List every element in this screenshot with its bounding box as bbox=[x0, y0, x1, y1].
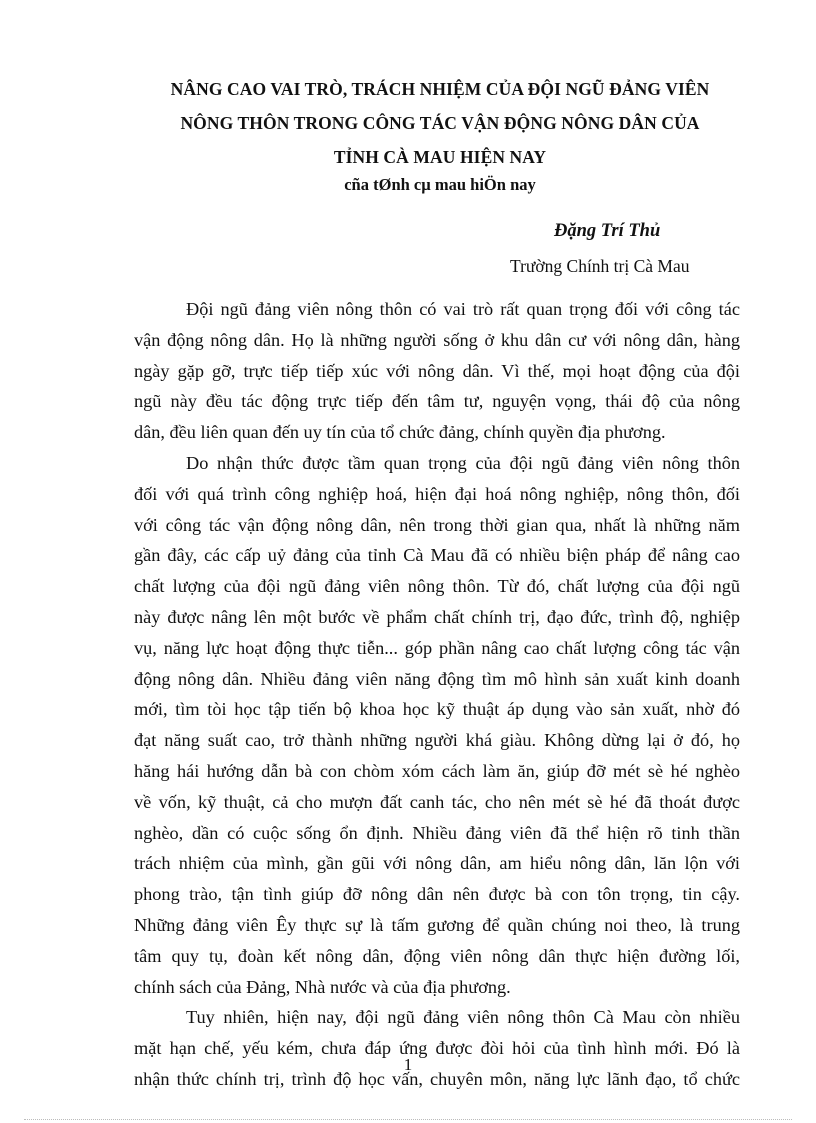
body-line: phong trào, tận tình giúp đỡ nông dân nên được bà con tôn trọng, tin cậy. bbox=[134, 884, 740, 905]
document-subtitle: cña tØnh cµ mau hiÖn nay bbox=[344, 175, 536, 194]
title-line-3: TỈNH CÀ MAU HIỆN NAY bbox=[333, 147, 547, 167]
body-line: mặt hạn chế, yếu kém, chưa đáp ứng được đòi hỏi của tình hình mới. Đó là bbox=[134, 1038, 740, 1059]
page-number: 1 bbox=[403, 1055, 413, 1074]
body-line: về vốn, kỹ thuật, cả cho mượn đất canh tác, cho nên mét sè hé đã thoát được bbox=[134, 791, 740, 812]
body-line: đối với quá trình công nghiệp hoá, hiện đại hoá nông nghiệp, nông thôn, đối bbox=[134, 483, 740, 504]
body-line: vận động nông dân. Họ là những người sống ở khu dân cư với nông dân, hàng bbox=[134, 329, 740, 350]
body-line: tâm quy tụ, đoàn kết nông dân, động viên nông dân thực hiện đường lối, bbox=[134, 945, 740, 966]
author-affiliation: Trường Chính trị Cà Mau bbox=[510, 256, 690, 276]
body-line: động nông dân. Nhiều đảng viên năng động tìm mô hình sản xuất kinh doanh bbox=[134, 668, 740, 689]
body-line: ngũ này đều tác động trực tiếp đến tâm tư, nguyện vọng, thái độ của nông bbox=[134, 391, 740, 412]
body-line: Những đảng viên Êy thực sự là tấm gương để quần chúng noi theo, là trung bbox=[134, 914, 740, 935]
body-line: hăng hái hướng dẫn bà con chòm xóm cách làm ăn, giúp đỡ mét sè hé nghèo bbox=[134, 760, 740, 781]
body-line: mới, tìm tòi học tập tiến bộ khoa học kỹ thuật áp dụng vào sản xuất, nhờ đó bbox=[134, 699, 740, 720]
author-name: Đặng Trí Thủ bbox=[554, 221, 661, 241]
body-line: nghèo, dần có cuộc sống ổn định. Nhiều đảng viên đã thể hiện rõ tinh thần bbox=[134, 822, 740, 843]
document-title bbox=[100, 72, 780, 174]
body-line: vụ, năng lực hoạt động thực tiễn... góp phần nâng cao chất lượng công tác vận bbox=[134, 637, 740, 658]
body-line: với công tác vận động nông dân, nên trong thời gian qua, nhất là những năm bbox=[134, 514, 740, 535]
title-line-2: NÔNG THÔN TRONG CÔNG TÁC VẬN ĐỘNG NÔNG DÂN CỦA bbox=[180, 113, 700, 133]
body-line: Do nhận thức được tầm quan trọng của đội ngũ đảng viên nông thôn bbox=[186, 452, 740, 473]
body-line: dân, đều liên quan đến uy tín của tổ chức đảng, chính quyền địa phương. bbox=[134, 422, 666, 443]
body-line: gần đây, các cấp uỷ đảng của tỉnh Cà Mau đã có nhiều biện pháp để nâng cao bbox=[134, 545, 740, 566]
title-line-1: NÂNG CAO VAI TRÒ, TRÁCH NHIỆM CỦA ĐỘI NGŨ ĐẢNG VIÊN bbox=[170, 79, 710, 99]
body-line: trách nhiệm của mình, gần gũi với nông dân, am hiểu nông dân, lăn lộn với bbox=[134, 853, 740, 874]
body-line: này được nâng lên một bước về phẩm chất chính trị, đạo đức, trình độ, nghiệp bbox=[134, 606, 740, 627]
body-text bbox=[134, 294, 740, 1095]
body-line: đạt năng suất cao, trở thành những người khá giàu. Không dừng lại ở đó, họ bbox=[134, 730, 740, 751]
body-line: ngày gặp gỡ, trực tiếp tiếp xúc với nông dân. Vì thế, mọi hoạt động của đội bbox=[134, 360, 740, 381]
body-line: Đội ngũ đảng viên nông thôn có vai trò rất quan trọng đối với công tác bbox=[186, 299, 740, 319]
body-line: Tuy nhiên, hiện nay, đội ngũ đảng viên nông thôn Cà Mau còn nhiều bbox=[186, 1007, 740, 1028]
body-line: chính sách của Đảng, Nhà nước và của địa phương. bbox=[134, 976, 511, 997]
body-line: nhận thức chính trị, trình độ học vấn, chuyên môn, năng lực lãnh đạo, tổ chức bbox=[134, 1068, 740, 1089]
page-bottom-divider bbox=[24, 1119, 792, 1120]
body-line: chất lượng của đội ngũ đảng viên nông thôn. Từ đó, chất lượng của đội ngũ bbox=[134, 576, 740, 597]
